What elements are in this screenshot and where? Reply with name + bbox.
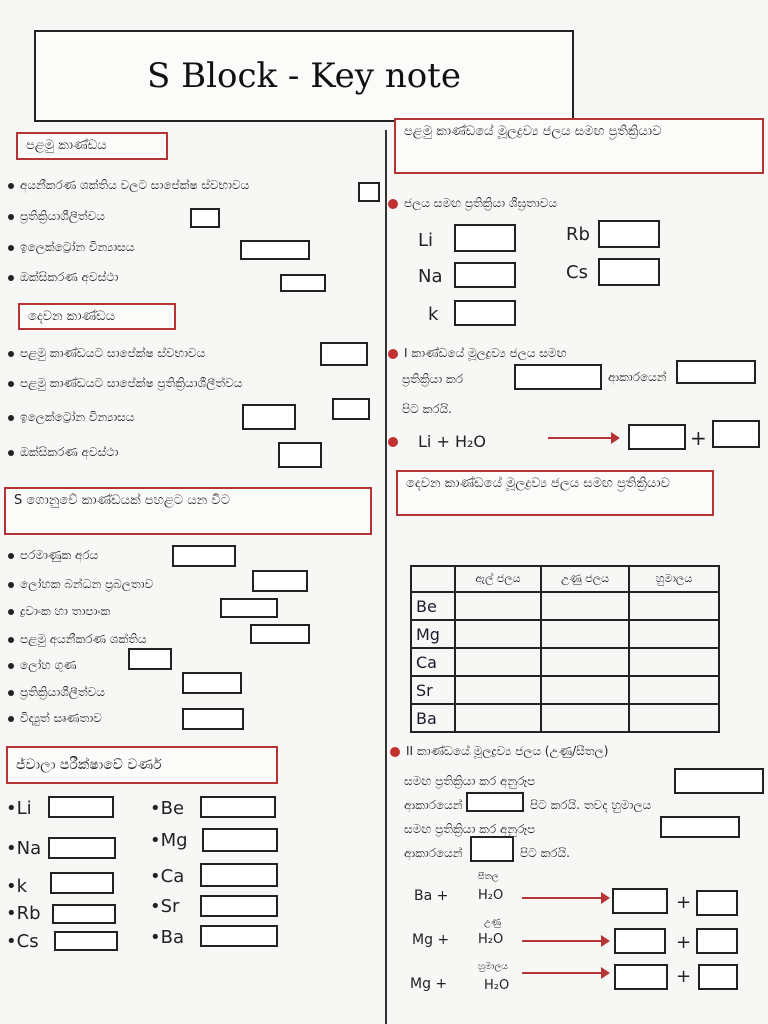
page-title: S Block - Key note — [34, 30, 574, 122]
table-cell[interactable] — [541, 648, 629, 676]
answer-box[interactable] — [172, 545, 236, 567]
subheading: ජලය සමඟ ප්‍රතික්‍රියා ශීඝ්‍රතාවය — [388, 196, 557, 211]
table-header-row — [411, 566, 719, 592]
answer-box[interactable] — [676, 360, 756, 384]
list-item: අයනීකරණ ශක්තිය වලට සාපේක්ෂ ස්වභාවය — [8, 178, 249, 193]
table-cell[interactable] — [541, 676, 629, 704]
note-text: සමඟ ප්‍රතික්‍රියා කර අනුරූප — [404, 822, 536, 836]
list-item: ද්‍රවාංක හා තාපාංක — [8, 604, 110, 619]
element-label: •Be — [150, 798, 185, 819]
table-cell[interactable] — [455, 676, 541, 704]
answer-box[interactable] — [332, 398, 370, 420]
table-header: උණු ජලය — [541, 566, 629, 592]
note-text: පිට කරයි. තවද හුමාලය — [530, 798, 652, 812]
equation-lhs: Mg + — [412, 932, 450, 948]
answer-box[interactable] — [190, 208, 220, 228]
section-heading-group2: දෙවන කාණ්ඩය — [18, 303, 176, 330]
bullet-icon — [8, 609, 14, 615]
answer-box[interactable] — [674, 768, 764, 794]
table-cell[interactable] — [455, 648, 541, 676]
bullet-icon — [390, 747, 400, 757]
element-label: •Na — [6, 838, 42, 859]
bullet-icon — [8, 214, 14, 220]
table-cell[interactable] — [541, 620, 629, 648]
list-item: ඔක්සිකරණ අවස්ථා — [8, 445, 118, 460]
note-text: ආකාරයෙන් — [608, 370, 667, 384]
flame-colour-box[interactable] — [54, 931, 118, 951]
bullet-icon — [388, 199, 398, 209]
bullet-icon — [8, 275, 14, 281]
answer-box[interactable] — [128, 648, 172, 670]
product-box[interactable] — [696, 890, 738, 916]
element-label: Li — [418, 230, 434, 251]
section-heading-flame-test: ජ්වාලා පරීක්ෂාවේ වර්ණ — [6, 746, 278, 784]
rate-box[interactable] — [454, 262, 516, 288]
note-text: පිට කරයි. — [402, 402, 453, 416]
list-item: ලෝහක බන්ධන ප්‍රබලතාව — [8, 577, 153, 592]
note-text: I කාණ්ඩයේ මූලද්‍රව්‍ය ජලය සමඟ — [388, 346, 567, 361]
table-cell[interactable] — [455, 620, 541, 648]
answer-box[interactable] — [240, 240, 310, 260]
table-cell[interactable] — [455, 704, 541, 732]
answer-box[interactable] — [358, 182, 380, 202]
bullet-icon — [8, 716, 14, 722]
product-box[interactable] — [628, 424, 686, 450]
answer-box[interactable] — [280, 274, 326, 292]
rate-box[interactable] — [454, 224, 516, 252]
list-item: ඉලෙක්ට්‍රෝන වින්‍යාසය — [8, 240, 134, 255]
note-text: ප්‍රතික්‍රියා කර — [402, 372, 463, 386]
table-cell: Be — [411, 592, 455, 620]
arrow-icon — [522, 897, 608, 899]
table-cell: Ca — [411, 648, 455, 676]
answer-box[interactable] — [470, 836, 514, 862]
note-text: II කාණ්ඩයේ මූලද්‍රව්‍ය ජලය (උණු/සීතල) — [390, 744, 608, 759]
answer-box[interactable] — [250, 624, 310, 644]
answer-box[interactable] — [182, 672, 242, 694]
table-cell[interactable] — [629, 704, 719, 732]
answer-box[interactable] — [466, 792, 524, 812]
element-label: •Ba — [150, 927, 185, 948]
rate-box[interactable] — [598, 258, 660, 286]
element-label: •Cs — [6, 931, 39, 952]
flame-colour-box[interactable] — [200, 796, 276, 818]
bullet-icon — [8, 553, 14, 559]
answer-box[interactable] — [182, 708, 244, 730]
table-row — [411, 592, 719, 620]
answer-box[interactable] — [252, 570, 308, 592]
table-cell[interactable] — [541, 592, 629, 620]
arrow-icon — [522, 972, 608, 974]
equation-lhs: Ba + — [414, 888, 449, 904]
element-label: •Rb — [6, 903, 41, 924]
element-label: •Sr — [150, 896, 180, 917]
answer-box[interactable] — [278, 442, 322, 468]
table-cell[interactable] — [629, 620, 719, 648]
table-header: ඇල් ජලය — [455, 566, 541, 592]
flame-colour-box[interactable] — [48, 837, 116, 859]
plus-sign: + — [676, 932, 692, 953]
list-item: ඉලෙක්ට්‍රෝන වින්‍යාසය — [8, 410, 134, 425]
condition-label: සීතල — [478, 872, 499, 882]
note-text: ආකාරයෙන් — [404, 798, 463, 812]
bullet-icon — [388, 349, 398, 359]
reaction-table — [410, 565, 720, 733]
element-label: •Ca — [150, 866, 185, 887]
element-label: Rb — [566, 224, 590, 245]
plus-sign: + — [676, 892, 692, 913]
answer-box[interactable] — [320, 342, 368, 366]
condition-label: හුමාලය — [478, 962, 508, 972]
flame-colour-box[interactable] — [200, 925, 278, 947]
element-label: •Mg — [150, 830, 188, 851]
flame-colour-box[interactable] — [200, 895, 278, 917]
element-label: •Li — [6, 798, 32, 819]
table-cell[interactable] — [629, 648, 719, 676]
equation-lhs: Mg + — [410, 976, 448, 992]
list-item: පරමාණුක අරය — [8, 548, 98, 563]
plus-sign: + — [690, 426, 707, 450]
element-label: •k — [6, 876, 28, 897]
element-label: k — [428, 304, 439, 325]
table-header — [411, 566, 455, 592]
condition-label: උණු — [484, 918, 501, 928]
bullet-icon — [388, 437, 398, 447]
table-cell[interactable] — [629, 592, 719, 620]
list-item: පළමු කාණ්ඩයට සාපේක්ෂ ප්‍රතික්‍රියාශීලීත්වය — [8, 376, 242, 391]
table-header: හුමාලය — [629, 566, 719, 592]
bullet-icon — [8, 582, 14, 588]
bullet-icon — [8, 637, 14, 643]
product-box[interactable] — [614, 928, 666, 954]
bullet-icon — [8, 415, 14, 421]
list-item: ප්‍රතික්‍රියාශීලීත්වය — [8, 209, 105, 224]
bullet-icon — [8, 690, 14, 696]
section-heading-group1: පළමු කාණ්ඩය — [16, 132, 168, 160]
rate-box[interactable] — [454, 300, 516, 326]
table-cell: Ba — [411, 704, 455, 732]
bullet-icon — [8, 183, 14, 189]
table-row — [411, 704, 719, 732]
water-label: H₂O — [478, 932, 504, 947]
arrow-icon — [522, 940, 608, 942]
section-heading-group2-water: දෙවන කාණ්ඩයේ මූලද්‍රව්‍ය ජලය සමඟ ප්‍රතික්‍රියාව — [396, 470, 714, 516]
table-cell[interactable] — [455, 592, 541, 620]
table-cell: Sr — [411, 676, 455, 704]
answer-box[interactable] — [242, 404, 296, 430]
product-box[interactable] — [696, 928, 738, 954]
rate-box[interactable] — [598, 220, 660, 248]
flame-colour-box[interactable] — [52, 904, 116, 924]
element-label: Na — [418, 266, 443, 287]
bullet-icon — [8, 381, 14, 387]
list-item: ලෝහ ගුණ — [8, 658, 77, 673]
bullet-icon — [8, 245, 14, 251]
list-item: පළමු කාණ්ඩයට සාපේක්ෂ ස්වභාවය — [8, 346, 205, 361]
list-item: ප්‍රතික්‍රියාශීලීත්වය — [8, 685, 105, 700]
product-box[interactable] — [612, 888, 668, 914]
note-text: සමඟ ප්‍රතික්‍රියා කර අනුරූප — [404, 774, 536, 788]
note-text: පිට කරයි. — [520, 846, 571, 860]
column-divider — [385, 130, 387, 1024]
list-item: පළමු අයනීකරණ ශක්තිය — [8, 632, 146, 647]
table-row — [411, 676, 719, 704]
section-heading-s-block-trends: S ගොනුවේ කාණ්ඩයක් පහළට යන විට — [4, 487, 372, 535]
answer-box[interactable] — [220, 598, 278, 618]
flame-colour-box[interactable] — [48, 796, 114, 818]
section-heading-group1-water: පළමු කාණ්ඩයේ මූලද්‍රව්‍ය ජලය සමඟ ප්‍රතික්‍රියාව — [394, 118, 764, 174]
flame-colour-box[interactable] — [202, 828, 278, 852]
bullet-icon — [8, 663, 14, 669]
product-box[interactable] — [712, 420, 760, 448]
arrow-icon — [548, 437, 618, 439]
plus-sign: + — [676, 966, 692, 987]
answer-box[interactable] — [660, 816, 740, 838]
answer-box[interactable] — [514, 364, 602, 390]
table-row — [411, 648, 719, 676]
note-text: ආකාරයෙන් — [404, 846, 463, 860]
water-label: H₂O — [478, 888, 504, 903]
flame-colour-box[interactable] — [200, 863, 278, 887]
table-row — [411, 620, 719, 648]
table-cell: Mg — [411, 620, 455, 648]
table-cell[interactable] — [629, 676, 719, 704]
bullet-icon — [8, 450, 14, 456]
water-label: H₂O — [484, 978, 510, 993]
bullet-icon — [8, 351, 14, 357]
element-label: Cs — [566, 262, 588, 283]
list-item: ඔක්සිකරණ අවස්ථා — [8, 270, 118, 285]
product-box[interactable] — [614, 964, 668, 990]
equation: Li + H₂O — [388, 432, 486, 451]
product-box[interactable] — [698, 964, 738, 990]
flame-colour-box[interactable] — [50, 872, 114, 894]
list-item: විද්‍යුත් සෘණතාව — [8, 711, 102, 726]
table-cell[interactable] — [541, 704, 629, 732]
